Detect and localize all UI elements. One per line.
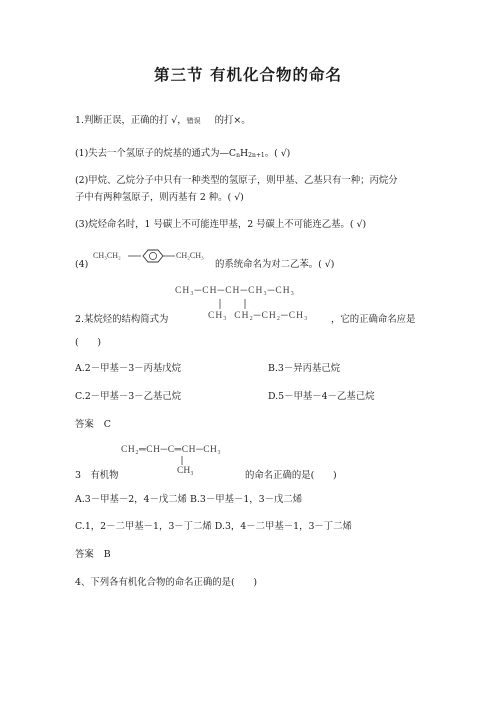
q1-stem-tail: 的打×。 (214, 115, 251, 126)
q3-answer-label: 答案 (75, 549, 94, 560)
q1-item-1-text: (1)失去一个氢原子的烷基的通式为 (75, 148, 220, 159)
q3-options-ab: A.3－甲基－2，4－戊二烯 B.3－甲基－1，3－戊二烯 (75, 494, 303, 505)
q3-answer (75, 548, 111, 561)
q2-option-d: D.5－甲基－4－乙基己烷 (268, 391, 375, 402)
q2-formula-branches: CH₃ CH₂─CH₂─CH₃ (208, 311, 309, 321)
q1-item-4-label: (4) (75, 259, 89, 270)
q1-stem-wrong: 错误 (186, 117, 201, 125)
q4-stem: 4、下列各有机化合物的命名正确的是( ) (75, 577, 258, 588)
alkyl-formula: $—C_nH_{2n+1}$ (219, 148, 265, 159)
q2-stem-tail: ，它的正确命名应是 (331, 314, 416, 325)
q2-answer-blank: ( ) (75, 337, 102, 348)
benzene-formula-right: CH₂CH₃ (176, 251, 204, 260)
q2-option-a: A.2－甲基－3－丙基戊烷 (75, 363, 182, 374)
q1-stem-main: 1.判断正误，正确的打 √， (75, 115, 187, 126)
q3-formula-branch: CH₃ (177, 466, 194, 476)
q2-option-c: C.2－甲基－3－乙基己烷 (75, 391, 182, 402)
q1-item-2-line1: (2)甲烷、乙烷分子中只有一种类型的氢原子，则甲基、乙基只有一种；丙烷分 (75, 175, 398, 186)
q1-item-3: (3)烷烃命名时，1 号碳上不可能连甲基，2 号碳上不可能连乙基。( √) (75, 219, 367, 230)
page-title: 第三节 有机化合物的命名 (154, 66, 342, 84)
q2-stem: 2.某烷烃的结构简式为 (75, 314, 169, 325)
benzene-formula-left: CH₃CH₂ (93, 251, 121, 260)
q3-stem-tail: 的命名正确的是( ) (245, 470, 337, 481)
q3-options-cd: C.1，2－二甲基－1，3－丁二烯 D.3，4－二甲基－1，3－丁二烯 (75, 521, 352, 532)
q3-stem: 3 有机物 (75, 470, 119, 481)
q1-item-1-mark: 。( √) (264, 148, 291, 159)
q1-item-2-line2: 子中有两种氢原子，则丙基有 2 种。( √) (75, 192, 244, 203)
q3-formula-main-chain: CH₂═CH─C═CH─CH₃ (121, 445, 222, 455)
q2-formula-main-chain: CH₃─CH─CH─CH₃─CH₃ (175, 286, 295, 296)
q2-answer-label: 答案 (75, 419, 94, 430)
q2-answer-value: C (103, 419, 111, 430)
q2-option-b: B.3－异丙基己烷 (268, 363, 341, 374)
q1-item-4-text: 的系统命名为对二乙苯。( √) (215, 259, 335, 270)
q3-answer-value: B (103, 549, 111, 560)
